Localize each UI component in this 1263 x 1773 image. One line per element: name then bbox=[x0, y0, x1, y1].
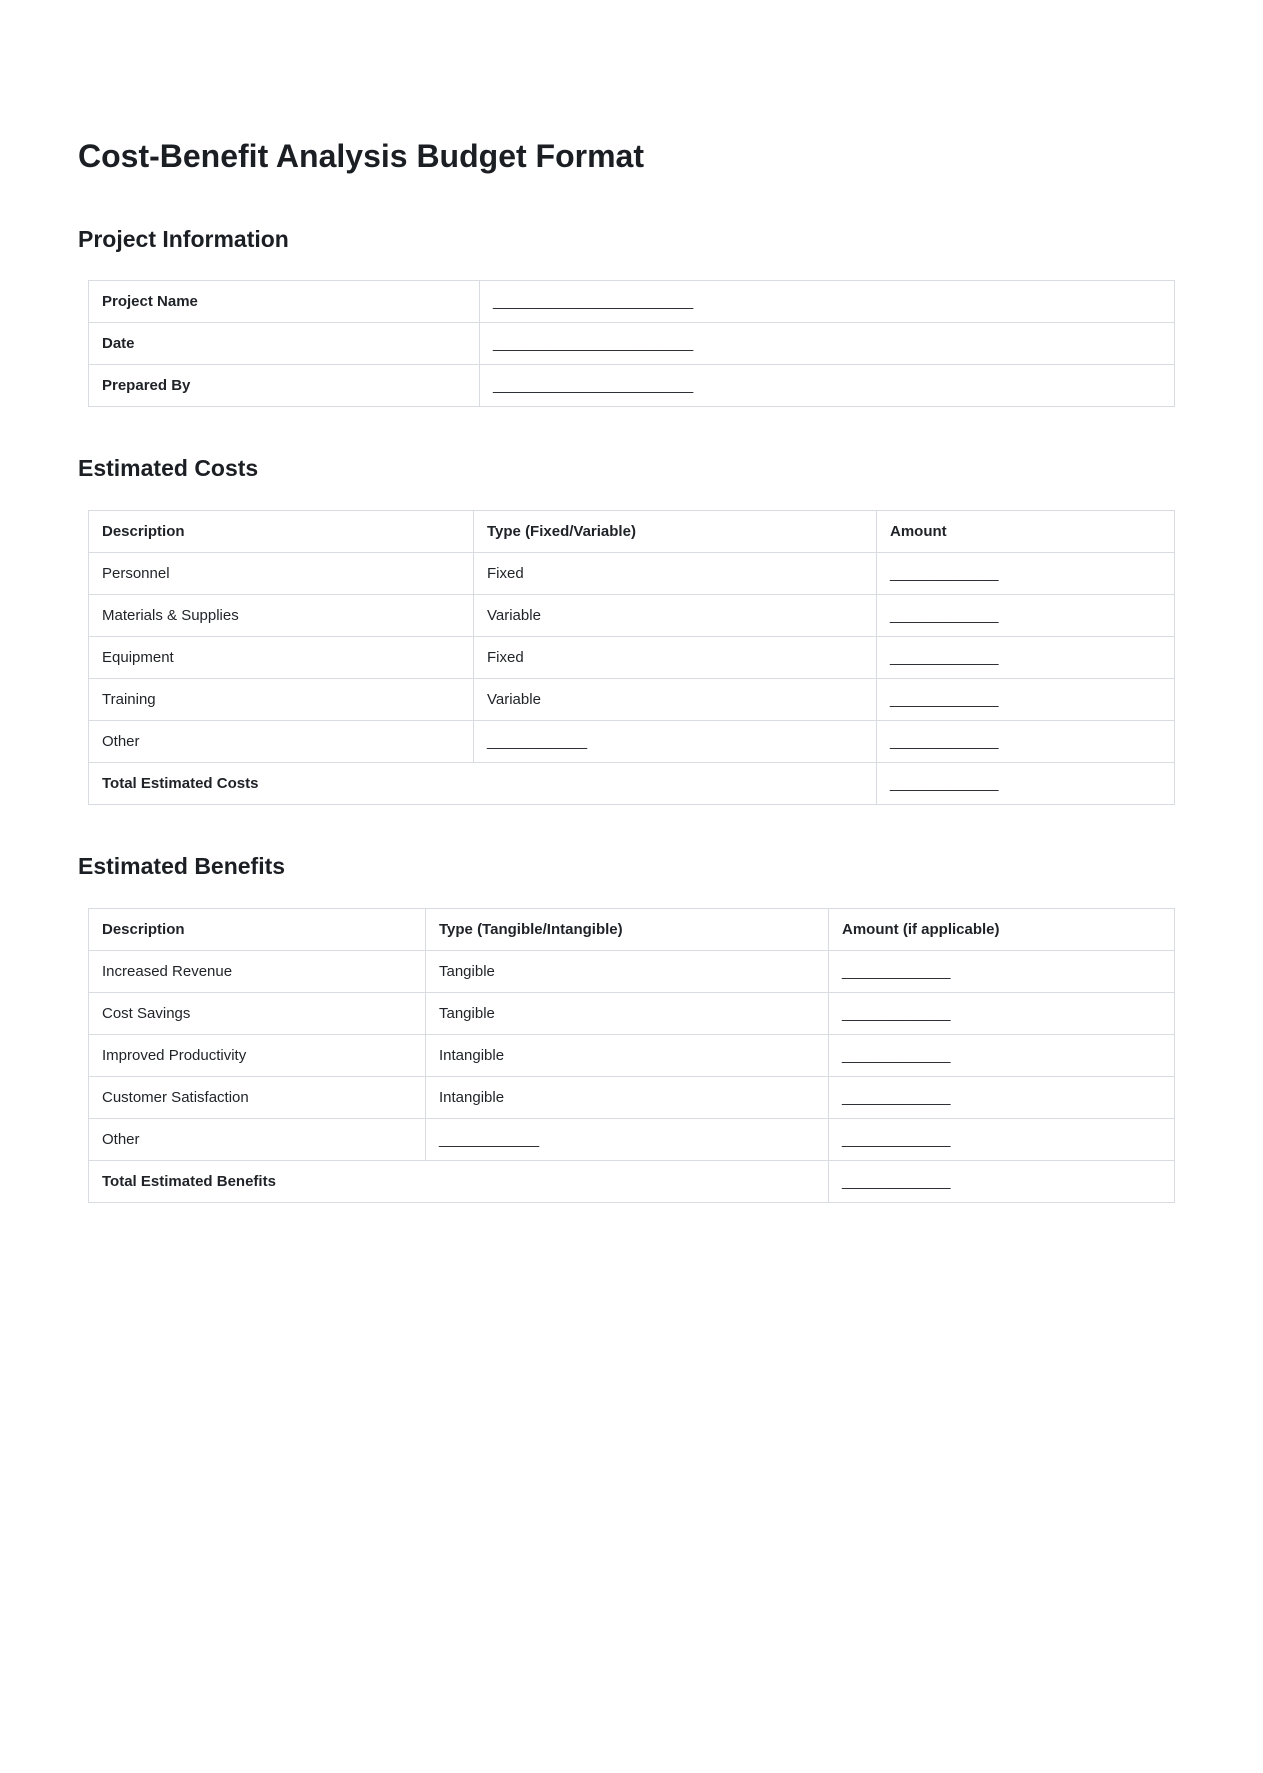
table-total-row bbox=[89, 763, 1175, 805]
table-row bbox=[89, 993, 1175, 1035]
table-row bbox=[89, 951, 1175, 993]
fill-in-blank-amount: _____________ bbox=[829, 993, 1175, 1035]
project-information-table bbox=[88, 280, 1175, 407]
table-row bbox=[89, 1119, 1175, 1161]
table-row bbox=[89, 721, 1175, 763]
fill-in-blank-prepared-by: ________________________ bbox=[480, 365, 1175, 407]
estimated-benefits-table bbox=[88, 908, 1175, 1203]
fill-in-blank-amount: _____________ bbox=[877, 595, 1175, 637]
table-row bbox=[89, 1077, 1175, 1119]
cell-type: Fixed bbox=[474, 553, 877, 595]
table-row bbox=[89, 1035, 1175, 1077]
total-benefits-label: Total Estimated Benefits bbox=[89, 1161, 829, 1203]
table-row bbox=[89, 637, 1175, 679]
cell-type: Fixed bbox=[474, 637, 877, 679]
cell-type: Variable bbox=[474, 595, 877, 637]
costs-column-type: Type (Fixed/Variable) bbox=[474, 511, 877, 553]
field-label-prepared-by: Prepared By bbox=[89, 365, 480, 407]
table-total-row bbox=[89, 1161, 1175, 1203]
cell-type: Tangible bbox=[426, 951, 829, 993]
fill-in-blank-type: ____________ bbox=[474, 721, 877, 763]
table-row bbox=[89, 553, 1175, 595]
cell-type: Tangible bbox=[426, 993, 829, 1035]
table-row bbox=[89, 595, 1175, 637]
cell-type: Intangible bbox=[426, 1077, 829, 1119]
cell-type: Variable bbox=[474, 679, 877, 721]
cell-description: Other bbox=[89, 721, 474, 763]
cell-description: Equipment bbox=[89, 637, 474, 679]
cell-description: Customer Satisfaction bbox=[89, 1077, 426, 1119]
table-row bbox=[89, 281, 1175, 323]
cell-description: Materials & Supplies bbox=[89, 595, 474, 637]
costs-column-amount: Amount bbox=[877, 511, 1175, 553]
field-label-project-name: Project Name bbox=[89, 281, 480, 323]
fill-in-blank-amount: _____________ bbox=[877, 721, 1175, 763]
fill-in-blank-date: ________________________ bbox=[480, 323, 1175, 365]
fill-in-blank-amount: _____________ bbox=[829, 1119, 1175, 1161]
fill-in-blank-type: ____________ bbox=[426, 1119, 829, 1161]
document-title: Cost-Benefit Analysis Budget Format bbox=[78, 138, 644, 174]
field-label-date: Date bbox=[89, 323, 480, 365]
total-costs-label: Total Estimated Costs bbox=[89, 763, 877, 805]
table-header-row bbox=[89, 909, 1175, 951]
table-row bbox=[89, 679, 1175, 721]
benefits-column-description: Description bbox=[89, 909, 426, 951]
fill-in-blank-project-name: ________________________ bbox=[480, 281, 1175, 323]
section-heading-project-information: Project Information bbox=[78, 225, 289, 252]
costs-column-description: Description bbox=[89, 511, 474, 553]
cell-description: Increased Revenue bbox=[89, 951, 426, 993]
fill-in-blank-amount: _____________ bbox=[829, 1077, 1175, 1119]
cell-description: Improved Productivity bbox=[89, 1035, 426, 1077]
table-row bbox=[89, 323, 1175, 365]
estimated-costs-table bbox=[88, 510, 1175, 805]
fill-in-blank-amount: _____________ bbox=[829, 1035, 1175, 1077]
table-row bbox=[89, 365, 1175, 407]
fill-in-blank-amount: _____________ bbox=[877, 553, 1175, 595]
cell-description: Cost Savings bbox=[89, 993, 426, 1035]
fill-in-blank-amount: _____________ bbox=[877, 637, 1175, 679]
section-heading-estimated-benefits: Estimated Benefits bbox=[78, 853, 286, 880]
table-header-row bbox=[89, 511, 1175, 553]
cell-type: Intangible bbox=[426, 1035, 829, 1077]
benefits-column-type: Type (Tangible/Intangible) bbox=[426, 909, 829, 951]
cell-description: Other bbox=[89, 1119, 426, 1161]
fill-in-blank-amount: _____________ bbox=[829, 951, 1175, 993]
fill-in-blank-total-amount: _____________ bbox=[829, 1161, 1175, 1203]
fill-in-blank-amount: _____________ bbox=[877, 679, 1175, 721]
cell-description: Training bbox=[89, 679, 474, 721]
section-heading-estimated-costs: Estimated Costs bbox=[78, 455, 259, 482]
benefits-column-amount: Amount (if applicable) bbox=[829, 909, 1175, 951]
cell-description: Personnel bbox=[89, 553, 474, 595]
fill-in-blank-total-amount: _____________ bbox=[877, 763, 1175, 805]
